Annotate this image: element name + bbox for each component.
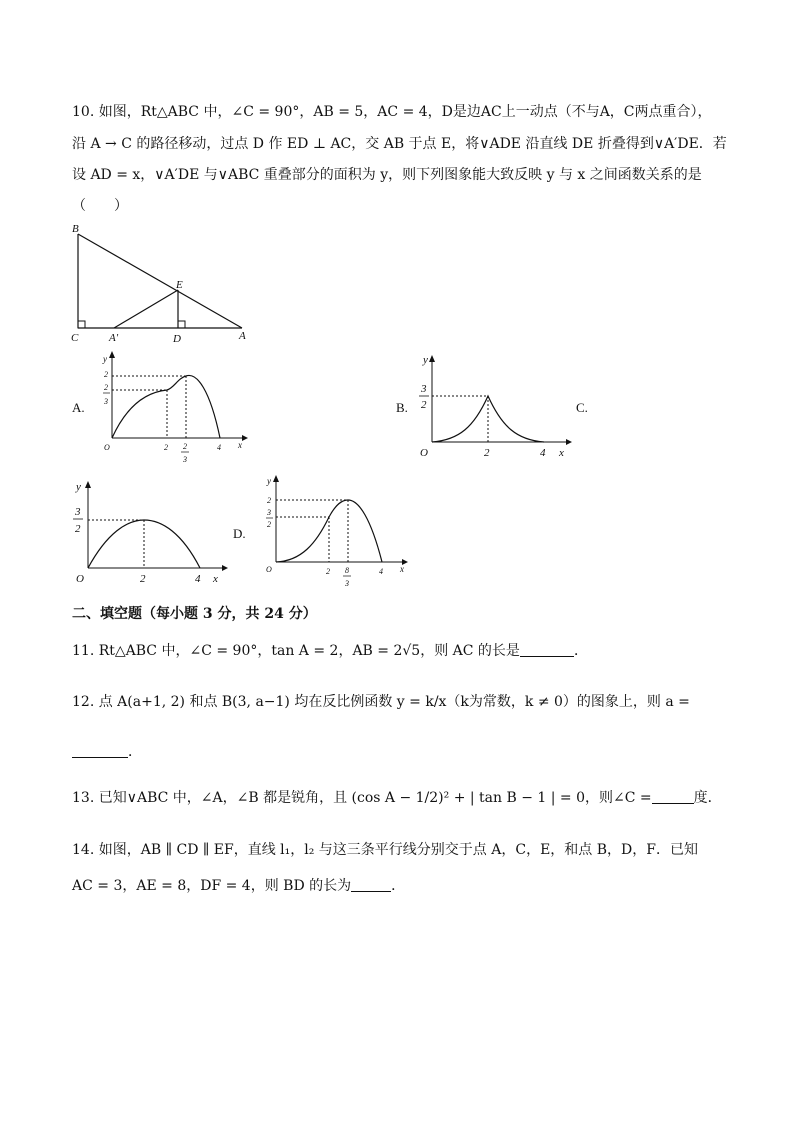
option-c-label: C.: [576, 400, 588, 415]
svg-text:3: 3: [345, 579, 349, 588]
q10-line1: 10. 如图，Rt△ABC 中，∠C = 90°，AB = 5，AC = 4，D是边AC上一动点（不与A，C两点重合），: [72, 104, 712, 120]
svg-text:2: 2: [104, 370, 108, 379]
svg-text:2: 2: [326, 567, 330, 576]
svg-text:O: O: [104, 443, 110, 452]
svg-text:4: 4: [217, 443, 221, 452]
triangle-figure: [66, 220, 256, 345]
label-D: D: [173, 333, 181, 345]
svg-text:3: 3: [183, 455, 187, 464]
svg-text:2: 2: [484, 447, 490, 459]
label-C: C: [71, 332, 79, 344]
svg-text:2: 2: [267, 520, 271, 529]
q11: 11. Rt△ABC 中，∠C = 90°，tan A = 2，AB = 2√5，则 AC 的长是 ．: [72, 643, 588, 659]
label-B: B: [72, 223, 79, 235]
svg-text:3: 3: [267, 508, 271, 517]
svg-text:y: y: [423, 354, 428, 366]
svg-text:4: 4: [540, 447, 546, 459]
svg-text:y: y: [76, 481, 81, 493]
q10-line4: （ ）: [72, 198, 128, 214]
q12-cont: ．: [72, 742, 142, 762]
q14-line1: 14. 如图，AB ∥ CD ∥ EF，直线 l₁，l₂ 与这三条平行线分别交于点 A，C，E，和点 B，D，F．已知: [72, 842, 698, 858]
svg-text:x: x: [238, 440, 242, 450]
svg-text:y: y: [267, 476, 271, 486]
q10-line2: 沿 A → C 的路径移动，过点 D 作 ED ⊥ AC，交 AB 于点 E，将∨ADE 沿直线 DE 折叠得到∨A′DE．若: [72, 136, 727, 152]
option-a-graph: [92, 350, 252, 468]
svg-text:O: O: [420, 447, 428, 459]
svg-text:2: 2: [104, 383, 108, 392]
svg-text:2: 2: [267, 496, 271, 505]
q12-answer-blank[interactable]: [72, 743, 128, 758]
q13-answer-blank[interactable]: [652, 789, 694, 804]
svg-text:2: 2: [140, 573, 146, 585]
option-d-graph: [256, 474, 416, 592]
svg-text:2: 2: [421, 399, 427, 411]
q12: 12. 点 A(a+1, 2) 和点 B(3, a−1) 均在反比例函数 y = k/x（k为常数，k ≠ 0）的图象上，则 a =: [72, 694, 690, 710]
svg-text:2: 2: [164, 443, 168, 452]
svg-text:2: 2: [75, 523, 81, 535]
q14-line2: AC = 3，AE = 8，DF = 4，则 BD 的长为 ．: [72, 878, 406, 894]
label-A: A: [239, 330, 246, 342]
svg-text:3: 3: [75, 506, 81, 518]
q11-answer-blank[interactable]: [520, 642, 574, 657]
svg-text:3: 3: [421, 383, 427, 395]
q13: 13. 已知∨ABC 中，∠A，∠B 都是锐角，且 (cos A − 1/2)² + | tan B − 1 | = 0，则∠C = 度．: [72, 790, 722, 806]
section-2-title: 二、填空题（每小题 3 分，共 24 分）: [72, 606, 317, 622]
option-b-graph: [414, 352, 574, 462]
q10-line3: 设 AD = x，∨A′DE 与∨ABC 重叠部分的面积为 y，则下列图象能大致反映 y 与 x 之间函数关系的是: [72, 167, 702, 183]
label-A-prime: A′: [109, 332, 119, 344]
option-c-graph: [72, 478, 232, 588]
svg-text:2: 2: [183, 442, 187, 451]
svg-text:8: 8: [345, 566, 349, 575]
svg-text:y: y: [103, 354, 107, 364]
option-a-label: A.: [72, 400, 85, 415]
svg-text:x: x: [213, 573, 218, 585]
svg-text:O: O: [76, 573, 84, 585]
svg-text:x: x: [559, 447, 564, 459]
svg-text:O: O: [266, 565, 272, 574]
option-d-label: D.: [233, 526, 246, 541]
svg-text:4: 4: [379, 567, 383, 576]
svg-text:3: 3: [104, 397, 108, 406]
q14-answer-blank[interactable]: [351, 877, 391, 892]
svg-text:x: x: [400, 564, 404, 574]
option-b-label: B.: [396, 400, 408, 415]
label-E: E: [176, 279, 183, 291]
svg-text:4: 4: [195, 573, 201, 585]
